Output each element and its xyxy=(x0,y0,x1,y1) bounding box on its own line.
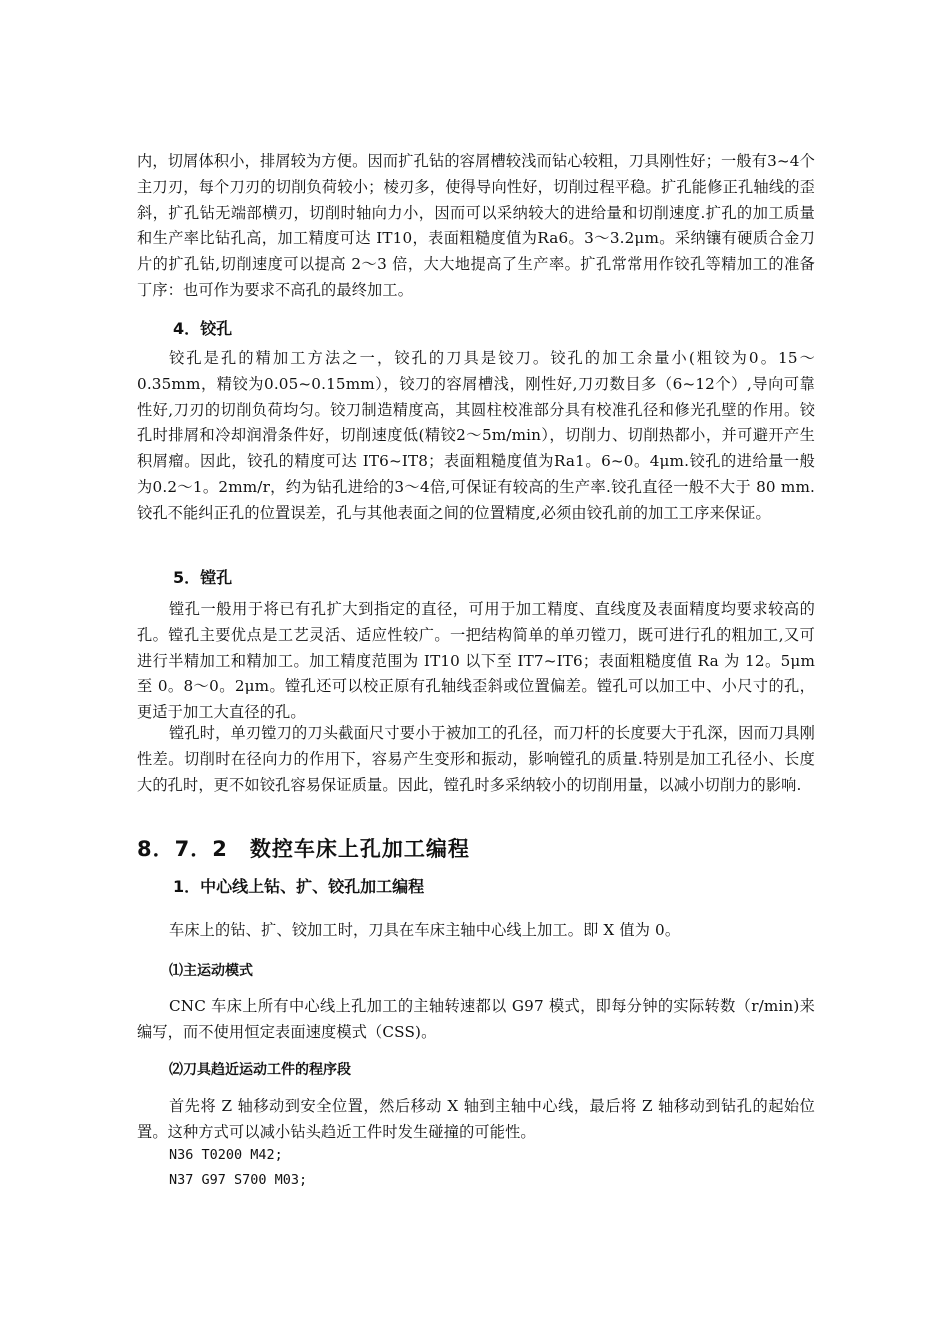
heading-jiaokong: 4．铰孔 xyxy=(173,319,233,338)
section-heading: 8．7．2 数控车床上孔加工编程 xyxy=(137,837,470,861)
subsection-heading: 1．中心线上钻、扩、铰孔加工编程 xyxy=(173,877,425,896)
heading-main-motion-mode: ⑴主运动模式 xyxy=(169,963,253,979)
paragraph-tangkong-2: 镗孔时，单刃镗刀的刀头截面尺寸要小于被加工的孔径，而刀杆的长度要大于孔深，因而刀具刚性差。切削时在径向力的作用下，容易产生变形和振动，影响镗孔的质量.特别是加工孔径小、长度大的孔时，更不如铰孔容易保证质量。因此，镗孔时多采纳较小的切削用量，以减小切削力的影响. xyxy=(137,724,815,794)
paragraph-chechuang: 车床上的钻、扩、铰加工时，刀具在车床主轴中心线上加工。即 X 值为 0。 xyxy=(169,921,681,939)
paragraph-tool-approach: 首先将 Z 轴移动到安全位置，然后移动 X 轴到主轴中心线，最后将 Z 轴移动到钻孔的起始位置。这种方式可以减小钻头趋近工件时发生碰撞的可能性。 xyxy=(137,1097,815,1141)
paragraph-main-motion-mode: CNC 车床上所有中心线上孔加工的主轴转速都以 G97 模式，即每分钟的实际转数（r/min)来编写，而不使用恒定表面速度模式（CSS)。 xyxy=(137,997,815,1041)
paragraph-jiaokong: 铰孔是孔的精加工方法之一，铰孔的刀具是铰刀。铰孔的加工余量小(粗铰为0。15～0.35mm，精铰为0.05~0.15mm），铰刀的容屑槽浅，刚性好,刀刃数目多（6~12个）,导向可靠性好,刀刃的切削负荷均匀。铰刀制造精度高，其圆柱校准部分具有校准孔径和修光孔壁的作用。铰孔时排屑和冷却润滑条件好，切削速度低(精铰2～5m/min），切削力、切削热都小，并可避开产生积屑瘤。因此，铰孔的精度可达 IT6~IT8；表面粗糙度值为Ra1。6~0。4μm.铰孔的进给量一般为0.2～1。2mm/r，约为钻孔进给的3～4倍,可保证有较高的生产率.铰孔直径一般不大于 80 mm.铰孔不能纠正孔的位置误差，孔与其他表面之间的位置精度,必须由铰孔前的加工工序来保证。 xyxy=(137,349,815,522)
paragraph-tangkong-1: 镗孔一般用于将已有孔扩大到指定的直径，可用于加工精度、直线度及表面精度均要求较高的孔。镗孔主要优点是工艺灵活、适应性较广。一把结构简单的单刃镗刀，既可进行孔的粗加工,又可进行半精加工和精加工。加工精度范围为 IT10 以下至 IT7~IT6；表面粗糙度值 Ra 为 12。5μm 至 0。8～0。2μm。镗孔还可以校正原有孔轴线歪斜或位置偏差。镗孔可以加工中、小尺寸的孔，更适于加工大直径的孔。 xyxy=(137,600,815,722)
heading-tool-approach: ⑵刀具趋近运动工件的程序段 xyxy=(169,1062,351,1078)
code-line-n37: N37 G97 S700 M03; xyxy=(169,1172,308,1188)
code-line-n36: N36 T0200 M42; xyxy=(169,1147,283,1163)
heading-tangkong: 5．镗孔 xyxy=(173,568,233,587)
paragraph-kuokong-continued: 内，切屑体积小，排屑较为方便。因而扩孔钻的容屑槽较浅而钻心较粗，刀具刚性好；一般有3~4个主刀刃，每个刀刃的切削负荷较小；棱刃多，使得导向性好，切削过程平稳。扩孔能修正孔轴线的歪斜，扩孔钻无端部横刃，切削时轴向力小，因而可以采纳较大的进给量和切削速度.扩孔的加工质量和生产率比钻孔高，加工精度可达 IT10，表面粗糙度值为Ra6。3～3.2μm。采纳镶有硬质合金刀片的扩孔钻,切削速度可以提高 2～3 倍，大大地提高了生产率。扩孔常常用作铰孔等精加工的准备丁序：也可作为要求不高孔的最终加工。 xyxy=(137,152,815,299)
